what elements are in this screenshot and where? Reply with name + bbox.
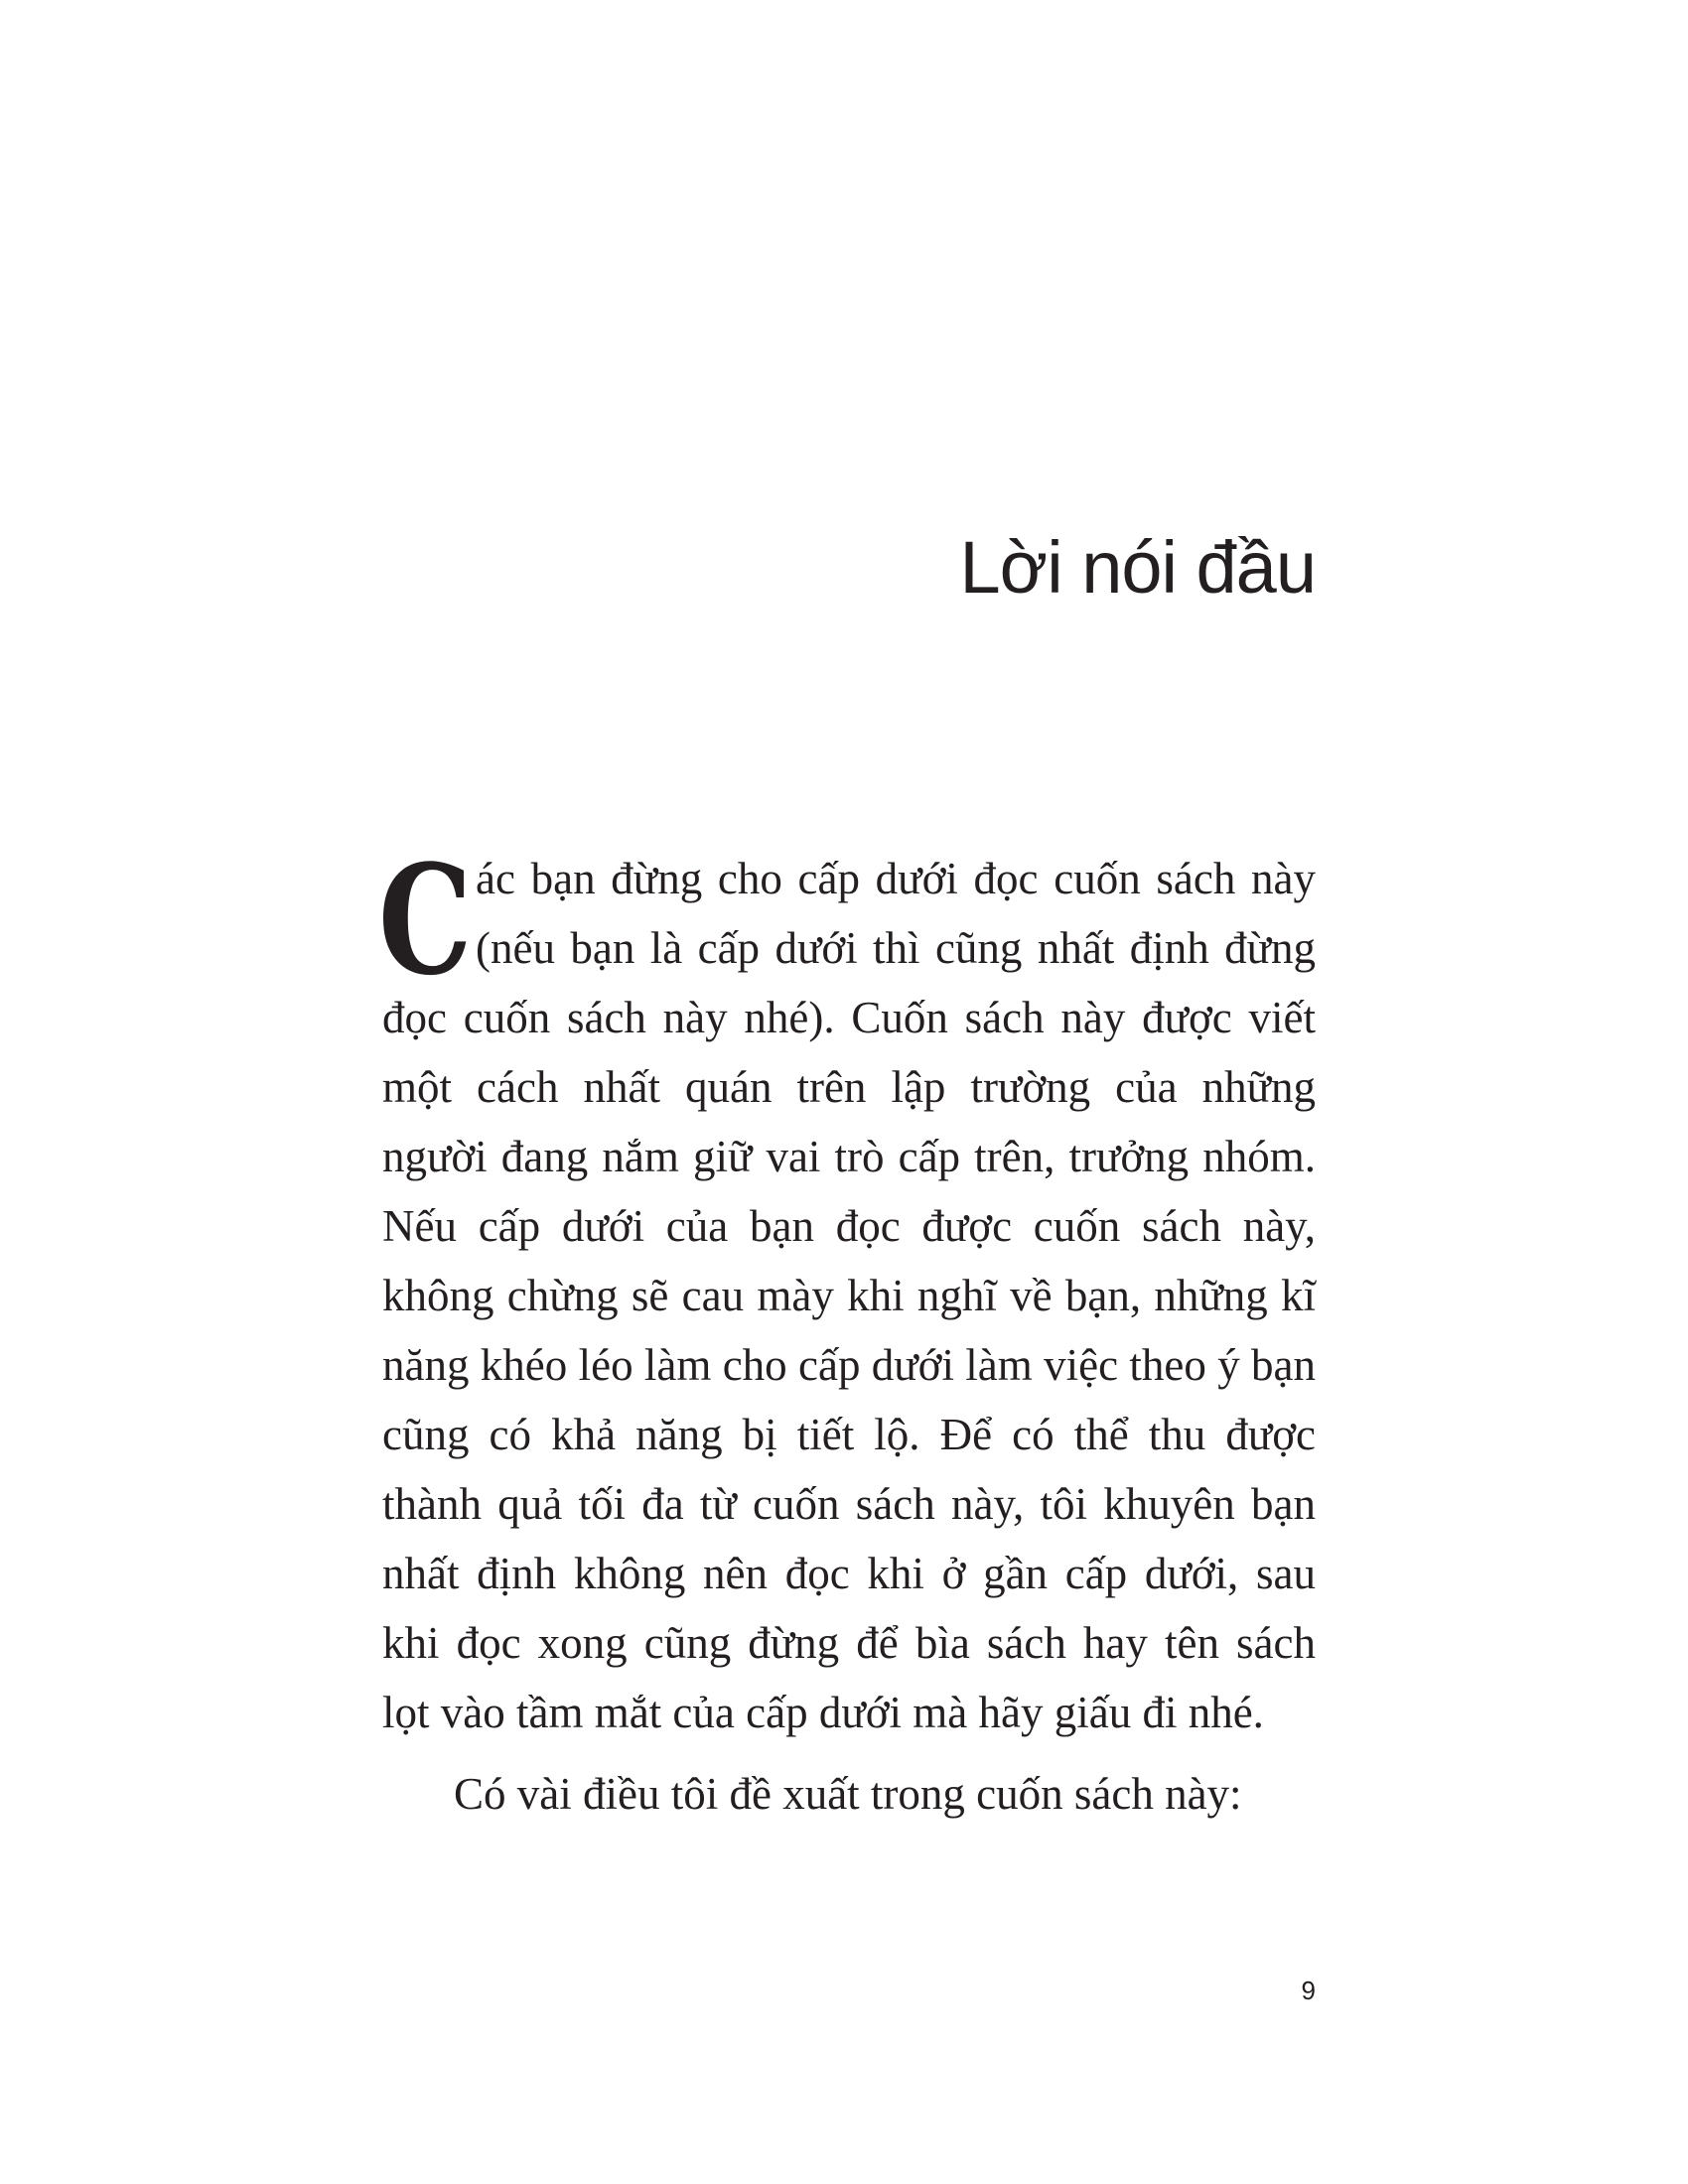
body-text	[378, 831, 1316, 1829]
paragraph-intro	[378, 831, 1316, 1747]
chapter-title: Lời nói đầu	[959, 526, 1316, 609]
drop-cap: C	[378, 831, 473, 1009]
paragraph-intro-text: ác bạn đừng cho cấp dưới đọc cuốn sách này (nếu bạn là cấp dưới thì cũng nhất định đừng đọc cuốn sách này nhé). Cuốn sách này được viết một cách nhất quán trên lập trường của những người đang nắm giữ vai trò cấp trên, trưởng nhóm. Nếu cấp dưới của bạn đọc được cuốn sách này, không chừng sẽ cau mày khi nghĩ về bạn, những kĩ năng khéo léo làm cho cấp dưới làm việc theo ý bạn cũng có khả năng bị tiết lộ. Để có thể thu được thành quả tối đa từ cuốn sách này, tôi khuyên bạn nhất định không nên đọc khi ở gần cấp dưới, sau khi đọc xong cũng đừng để bìa sách hay tên sách lọt vào tầm mắt của cấp dưới mà hãy giấu đi nhé.	[382, 854, 1316, 1737]
paragraph-proposal-lead: Có vài điều tôi đề xuất trong cuốn sách này:	[454, 1769, 1242, 1819]
page-number: 9	[1301, 1976, 1316, 2005]
